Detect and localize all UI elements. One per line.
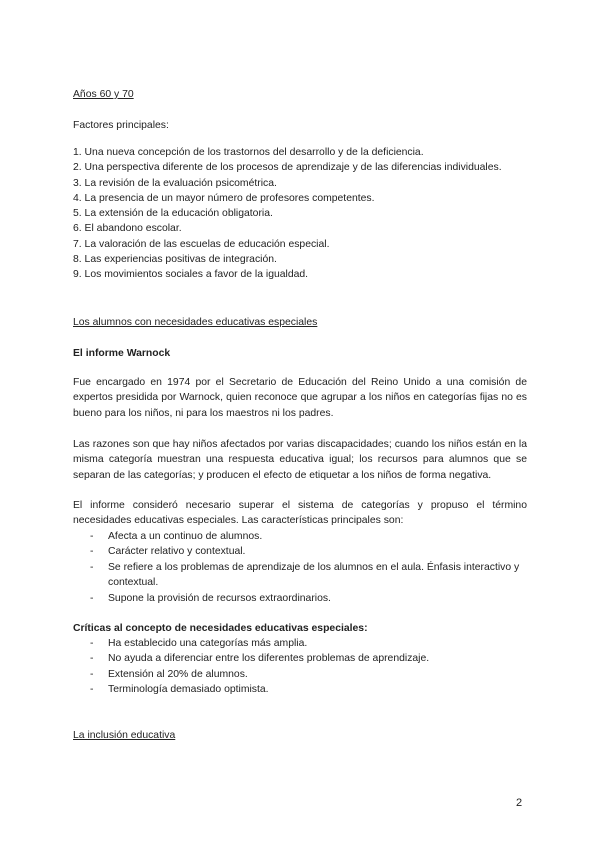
section-title-inclusion: La inclusión educativa <box>73 730 176 741</box>
paragraph-warnock-3: El informe consideró necesario superar el sistema de categorías y propuso el término necesidades educativas especiales. Las características principales son: <box>73 500 527 527</box>
list-item: - Afecta a un continuo de alumnos. <box>90 529 530 544</box>
list-item: 8. Las experiencias positivas de integración. <box>73 254 277 266</box>
list-item: - Carácter relativo y contextual. <box>90 544 530 559</box>
warnock-title: El informe Warnock <box>73 348 171 359</box>
heading-anos-60-70: Años 60 y 70 <box>73 89 134 100</box>
list-item: - Se refiere a los problemas de aprendizaje de los alumnos en el aula. Énfasis interactivo y contextual. <box>90 560 530 591</box>
list-item: - Extensión al 20% de alumnos. <box>90 667 530 682</box>
list-item: 6. El abandono escolar. <box>73 223 182 235</box>
caracteristicas-list <box>90 529 530 606</box>
list-item: - No ayuda a diferenciar entre los diferentes problemas de aprendizaje. <box>90 651 530 666</box>
factores-list <box>73 145 533 283</box>
list-item: 2. Una perspectiva diferente de los procesos de aprendizaje y de las diferencias individuales. <box>73 162 502 174</box>
page-number: 2 <box>516 797 523 809</box>
list-item: 3. La revisión de la evaluación psicométrica. <box>73 177 277 189</box>
paragraph-warnock-1: Fue encargado en 1974 por el Secretario de Educación del Reino Unido a una comisión de expertos presidida por Warnock, quien reconoce que agrupar a los niños en categorías fijas no es bueno para los niños, ni para los maestros ni los padres. <box>73 377 527 419</box>
list-item: 9. Los movimientos sociales a favor de la igualdad. <box>73 269 309 281</box>
paragraph-warnock-2: Las razones son que hay niños afectados por varias discapacidades; cuando los niños están en la misma categoría muestran una respuesta educativa igual; los recursos para alumnos que se separan de las categorías; y producen el efecto de etiquetar a los niños de forma negativa. <box>73 439 527 481</box>
list-item: 5. La extensión de la educación obligatoria. <box>73 208 273 220</box>
criticas-title: Críticas al concepto de necesidades educativas especiales: <box>73 623 368 634</box>
factores-title: Factores principales: <box>73 120 169 131</box>
list-item: 7. La valoración de las escuelas de educación especial. <box>73 238 330 250</box>
criticas-list <box>90 636 530 698</box>
list-item: - Terminología demasiado optimista. <box>90 682 530 697</box>
section-title-nee: Los alumnos con necesidades educativas especiales <box>73 317 318 328</box>
list-item: 1. Una nueva concepción de los trastornos del desarrollo y de la deficiencia. <box>73 147 424 158</box>
list-item: 4. La presencia de un mayor número de profesores competentes. <box>73 192 375 204</box>
list-item: - Ha establecido una categorías más amplia. <box>90 636 530 651</box>
list-item: - Supone la provisión de recursos extraordinarios. <box>90 591 530 606</box>
